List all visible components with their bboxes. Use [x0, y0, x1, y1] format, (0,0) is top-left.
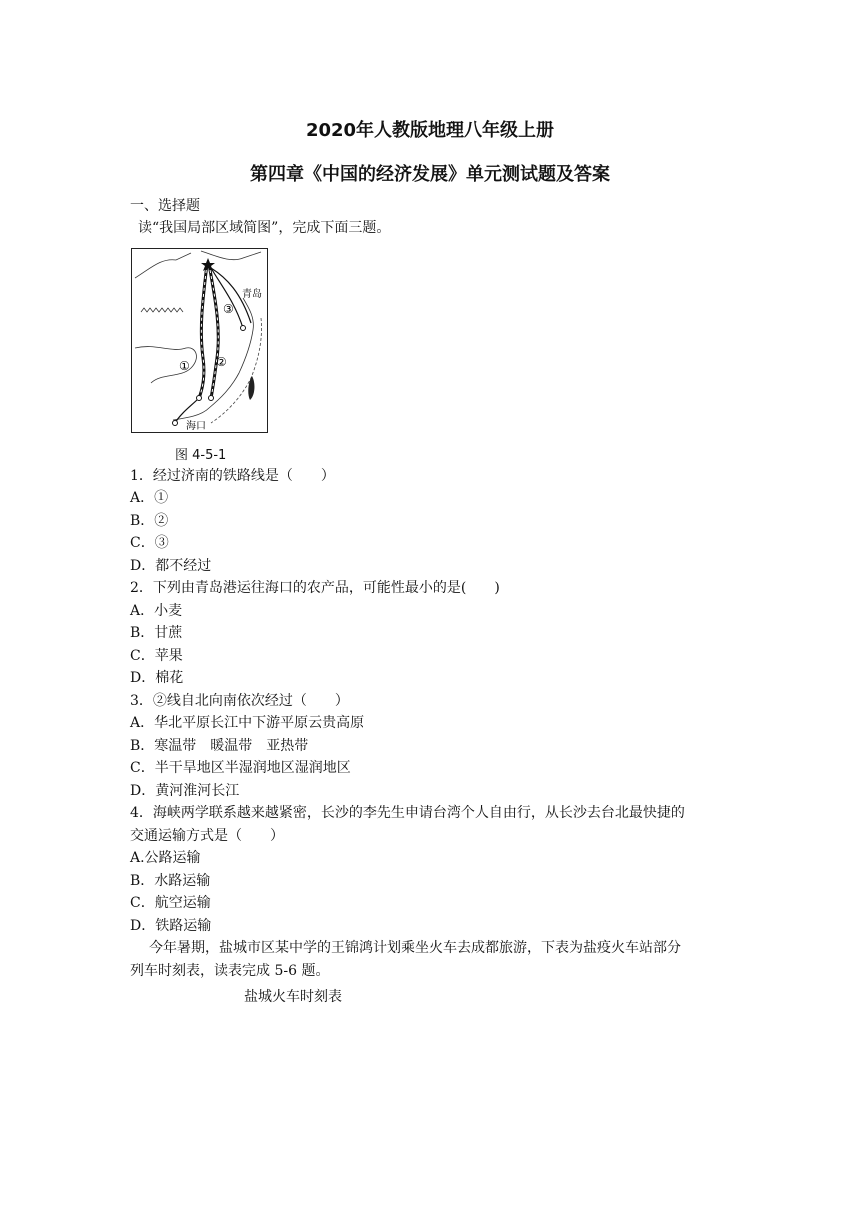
intro-text: 读“我国局部区域简图”，完成下面三题。 [138, 220, 391, 236]
marker-2: ② [216, 355, 227, 369]
label-qingdao: 青岛 [242, 289, 262, 300]
label-haikou: 海口 [186, 421, 206, 432]
q4-option-b: B．水路运输 [130, 873, 211, 889]
q3-option-b: B．寒温带 暖温带 亚热带 [130, 738, 309, 754]
marker-3: ③ [223, 302, 234, 316]
paragraph-line2: 列车时刻表，读表完成 5-6 题。 [130, 963, 330, 979]
q3-option-a: A．华北平原长江中下游平原云贵高原 [130, 715, 365, 731]
q1-option-a: A．① [130, 490, 169, 506]
paragraph-line1: 今年暑期，盐城市区某中学的王锦鸿计划乘坐火车去成都旅游，下表为盐疫火车站部分 [149, 940, 681, 956]
question-2: 2．下列由青岛港运往海口的农产品，可能性最小的是( ) [130, 580, 500, 596]
q1-option-c: C．③ [130, 535, 169, 551]
table-title: 盐城火车时刻表 [244, 989, 342, 1005]
q1-option-d: D．都不经过 [130, 558, 212, 574]
document-subtitle: 第四章《中国的经济发展》单元测试题及答案 [250, 164, 610, 185]
region-map [131, 248, 268, 433]
q2-option-a: A．小麦 [130, 603, 183, 619]
marker-1: ① [179, 359, 190, 373]
figure-caption: 图 4-5-1 [175, 448, 227, 463]
q4-option-a: A.公路运输 [130, 850, 201, 866]
question-4-line1: 4．海峡两学联系越来越紧密，长沙的李先生申请台湾个人自由行，从长沙去台北最快捷的 [130, 805, 685, 821]
q2-option-d: D．棉花 [130, 670, 184, 686]
section-heading: 一、选择题 [130, 198, 200, 214]
q2-option-c: C．苹果 [130, 648, 183, 664]
question-4-line2: 交通运输方式是（ ） [130, 828, 284, 844]
question-3: 3．②线自北向南依次经过（ ） [130, 693, 349, 709]
q2-option-b: B．甘蔗 [130, 625, 183, 641]
q4-option-d: D．铁路运输 [130, 918, 212, 934]
q3-option-c: C．半干旱地区半湿润地区湿润地区 [130, 760, 351, 776]
q4-option-c: C．航空运输 [130, 895, 211, 911]
document-title: 2020年人教版地理八年级上册 [305, 120, 555, 141]
q1-option-b: B．② [130, 513, 169, 529]
q3-option-d: D．黄河淮河长江 [130, 783, 240, 799]
question-1: 1．经过济南的铁路线是（ ） [130, 468, 335, 484]
